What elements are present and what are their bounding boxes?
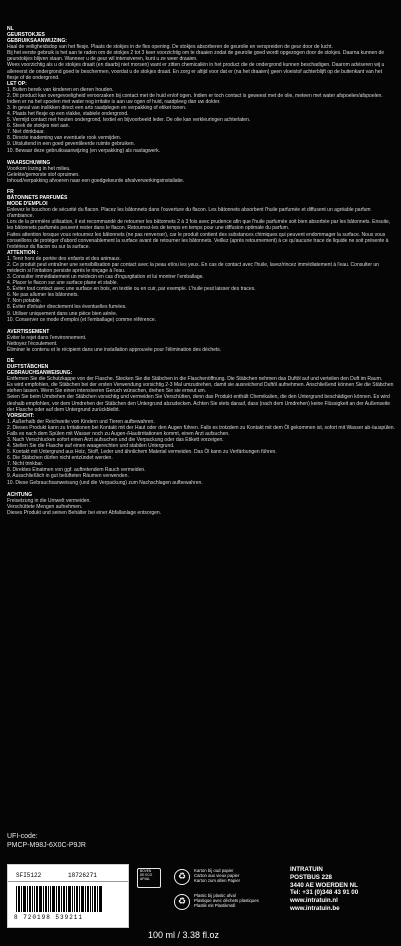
- plastic-recycle-text: [194, 893, 259, 908]
- warning-item: 10. Bewaar deze gebruiksaanwijzing (en verpakking) als naslagwerk.: [7, 147, 160, 154]
- company-name: INTRATUIN: [290, 866, 323, 873]
- warning-item: 4. Plaats het flesje op een vlakke, stabiele ondergrond.: [7, 111, 129, 118]
- recycle-text-line: Karton zum alten Papier: [194, 878, 241, 883]
- warning-item: 8. Éviter d'inhaler directement les éventuelles fumées.: [7, 304, 127, 311]
- warning-item: 3. In geval van inslikken direct een arts raadplegen en verpakking of etiket tonen.: [7, 105, 187, 112]
- paper-recycle-icon: [174, 869, 190, 885]
- paragraph: Enlevez le bouchon de sécurité du flacon. Placez les bâtonnets dans l'ouverture du flacon. Les bâtonnets absorbent l'huile parfumée et diffusent un agréable parfum d'ambiance.: [7, 207, 371, 220]
- section-subtitle-nl: GEBRUIKSAANWIJZING:: [7, 38, 67, 45]
- warning-item: 6. Die Stäbchen dürfen nicht entzündet werden.: [7, 455, 113, 462]
- barcode-right-code: 18726271: [68, 872, 97, 879]
- caution-line: Freisetzung in die Umwelt vermeiden.: [7, 497, 91, 504]
- warning-item: 5. Vermijd contact met houten ondergrond, textiel en bijvoorbeeld leder. De olie kan verkleuringen achterlaten.: [7, 117, 251, 124]
- recycle-text-line: Plastic bij plastic afval: [194, 893, 236, 898]
- recycling-info: [174, 868, 269, 916]
- website-nl: www.intratuin.nl: [290, 897, 338, 905]
- caution-heading-de: ACHTUNG: [7, 491, 33, 498]
- paragraph: Es wird empfohlen, die Stäbchen bei der ersten Verwendung vorsichtig 2-3 Mal umzudrehen, damit sie ausreichend Duftöl aufnehmen. Anschließend können Sie die Stäbchen stehen lassen. Wenn Sie einen intensiveren Geruch wünschen, drehen Sie sie erneut um.: [7, 382, 394, 395]
- recycle-text-line: Karton bij oud papier: [194, 868, 234, 873]
- ufi-label: UFI-code:: [7, 833, 38, 840]
- warning-item: 7. Non potable.: [7, 298, 41, 305]
- barcode-divider: [8, 881, 128, 882]
- warning-item: 10. Diese Gebrauchsanweisung (und die Verpackung) zum Nachschlagen aufbewahren.: [7, 479, 203, 486]
- warning-item: 4. Placer le flacon sur une surface plane et stable.: [7, 280, 118, 287]
- paragraph: Seien Sie beim Umdrehen der Stäbchen vorsichtig und vermeiden Sie Verschütten, denn das Produkt enthält Chemikalien, die den Untergrund beschädigen können. Es wird deshalb empfohlen, vor dem Umdrehen der Stäbchen den Untergrund abzudecken. Achten Sie stets darauf, dass (nach dem Umdrehen) keine Flüssigkeit an der Außenseite der Flasche oder auf dem Untergrund zurückbleibt.: [7, 394, 391, 413]
- warning-heading-nl: LET OP:: [7, 80, 27, 87]
- ufi-value: PMCP-M98J-6X0C-P9JR: [7, 842, 86, 849]
- warning-item: 9. Utiliser uniquement dans une pièce bien aérée.: [7, 310, 118, 317]
- section-title-de: DUFTSTÄBCHEN: [7, 364, 49, 371]
- city-line: 3440 AE WOERDEN NL: [290, 881, 358, 889]
- caution-heading-nl: WAARSCHUWING: [7, 159, 51, 166]
- section-fr: [7, 189, 395, 353]
- instructions-text: [7, 26, 395, 521]
- warning-item: 8. Directe inademing van eventuele rook vermijden.: [7, 135, 122, 142]
- recycle-text-line: Carton aux vieux papier: [194, 873, 240, 878]
- warning-item: 10. Conserver ce mode d'emploi (et l'emballage) comme référence.: [7, 316, 157, 323]
- warning-item: 5. Éviter tout contact avec une surface en bois, en textile ou en cuir, par exemple. L'huile peut laisser des traces.: [7, 286, 256, 293]
- barcode-bars: [16, 886, 120, 912]
- caution-line: Verschüttete Mengen aufnehmen.: [7, 503, 83, 510]
- warning-item: 8. Direktes Einatmen von ggf. auftretendem Rauch vermeiden.: [7, 467, 146, 474]
- language-code-fr: FR: [7, 188, 14, 195]
- caution-line: Éviter le rejet dans l'environnement.: [7, 334, 87, 341]
- warning-item: 7. Niet drinkbaar.: [7, 129, 45, 136]
- phone-line: Tel: +31 (0)348 43 91 00: [290, 889, 359, 897]
- paragraph: Faites attention lorsque vous retournez les bâtonnets (ne pas renverser), car le produit contient des substances chimiques qui peuvent endommager la surface. Nous vous conseillons de protéger d'abord convenablement la surface avant de retourner les bâtonnets. Veillez (après retournement) à ce qu'aucune trace de liquide ne soit présente à l'extérieur du flacon ou sur la surface.: [7, 231, 389, 250]
- warning-item: 7. Nicht trinkbar.: [7, 461, 44, 468]
- paragraph: Haal de veiligheidsdop van het flesje. Plaats de stokjes in de fles opening. De stokjes absorberen de geurolie en verspreiden de geur door de lucht.: [7, 44, 333, 51]
- warning-item: 2. Dit product kan overgevoeligheid veroorzaken bij contact met de huid en/of ogen. Indien er toch contact is geweest met de olie, meteen met water afspoelen/afspoelen. Indien er na het spoelen met water nog irritatie is aan uw ogen of huid, raadpleeg dan uw dokter.: [7, 92, 383, 105]
- warning-item: 1. Außerhalb der Reichweite von Kindern und Tieren aufbewahren.: [7, 418, 155, 425]
- warning-heading-de: VORSICHT:: [7, 412, 35, 419]
- warning-item: 1. Buiten bereik van kinderen en dieren houden.: [7, 86, 114, 93]
- caution-heading-fr: AVERTISSEMENT: [7, 328, 50, 335]
- section-subtitle-fr: MODE D'EMPLOI: [7, 201, 48, 208]
- ean-number: 8 720198 539211: [14, 914, 84, 921]
- warning-item: 9. Ausschließlich in gut belüfteten Räumen verwenden.: [7, 473, 129, 480]
- section-de: [7, 358, 395, 516]
- barcode-left-code: SFI5122: [16, 872, 42, 879]
- warning-item: 3. Consulter immédiatement un médecin en cas d'ingurgitation et lui montrer l'emballage.: [7, 274, 204, 281]
- website-be: www.intratuin.be: [290, 904, 340, 912]
- caution-line: Gelekte/gemorste stof opruimen.: [7, 171, 80, 178]
- barcode-label: [7, 864, 129, 928]
- warning-heading-fr: ATTENTION :: [7, 249, 39, 256]
- caution-line: Inhoud/verpakking afvoeren naar een goedgekeurde afvalverwerkingsinstallatie.: [7, 177, 185, 184]
- warning-item: 6. Ne pas allumer les bâtonnets.: [7, 292, 79, 299]
- caution-line: Éliminer le contenu et le récipient dans une installation approuvée pour l'élimination des déchets.: [7, 346, 222, 353]
- caution-line: Dieses Produkt und seinen Behälter bei einer Abfallanlage entsorgen.: [7, 509, 162, 516]
- section-subtitle-de: GEBRAUCHSANWEISUNG:: [7, 370, 73, 377]
- recycle-badge-line: AFVAL: [140, 876, 150, 881]
- language-code-de: DE: [7, 357, 14, 364]
- recycle-text-line: Plastik mit Plastikmüll: [194, 903, 236, 908]
- section-title-fr: BÂTONNETS PARFUMÉS: [7, 195, 68, 202]
- paragraph: Bij het eerste gebruik is het aan te raden om de stokjes 2 tot 3 keer voorzichtig om te draaien zodat de geurolie goed wordt opgezogen door de stokjes. Daarna kunnen de geurstokjes blijven staan. Wanneer u de geur wil intensiveren, kunt u ze weer draaien.: [7, 50, 385, 63]
- ufi-code: [7, 832, 86, 850]
- caution-line: Voorkom lozing in het milieu.: [7, 165, 71, 172]
- language-code-nl: NL: [7, 26, 14, 32]
- warning-item: 6. Steek de stokjes niet aan.: [7, 123, 70, 130]
- caution-line: Nettoyez l'écoulement.: [7, 340, 58, 347]
- company-address: [290, 866, 400, 913]
- warning-item: 5. Kontakt mit Untergrund aus Holz, Stoff, Leder und ähnlichem Material vermeiden. Das Öl kann zu Verfärbungen führen.: [7, 449, 277, 456]
- plastic-recycle-icon: [174, 894, 190, 910]
- paragraph: Wees voorzichtig als u de stokjes draait (en daarbij niet morsen) want er zitten chemicaliën in het product die de ondergrond kunnen beschadigen. Daarom adviseren wij u allereerst de ondergrond goed te beschermen, voordat u de stokjes draait. En zorg er altijd voor dat er (na het draaien) geen vloeistof achterblijft op de buitenkant van het flesje of de ondergrond.: [7, 62, 385, 81]
- warning-item: 4. Stellen Sie die Flasche auf einen waagerechten und stabilen Untergrund.: [7, 443, 175, 450]
- recycle-badge-text: [140, 870, 152, 881]
- paragraph: Lors de la première utilisation, il est recommandé de retourner les bâtonnets 2 à 3 fois avec prudence afin que l'huile parfumée soit bien absorbée par les bâtonnets. Ensuite, les bâtonnets parfumés peuvent rester dans le flacon. Retournez-les de temps en temps pour une diffusion optimale du parfum.: [7, 219, 391, 232]
- po-box: POSTBUS 228: [290, 873, 332, 881]
- warning-item: 2. Dieses Produkt kann zu Irritationen bei Kontakt mit der Haut oder den Augen führen. Falls es trotzdem zu Kontakt mit dem Öl gekommen ist, sofort mit Wasser ab-/auspülen. Falls es nach dem Spülen mit Wasser noch zu Augen-/Hautirritationen kommt, einen Arzt aufsuchen.: [7, 424, 395, 437]
- recycle-text-line: Plastique avec déchets plastiques: [194, 898, 259, 903]
- warning-item: 3. Nach Verschlucken sofort einen Arzt aufsuchen und die Verpackung oder das Etikett vorzeigen.: [7, 437, 224, 443]
- paragraph: Entfernen Sie die Schutzkappe von der Flasche. Stecken Sie die Stäbchen in die Flaschenöffnung. Die Stäbchen nehmen das Duftöl auf und verteilen den Duft im Raum.: [7, 376, 383, 383]
- volume-label: 100 ml / 3.38 fl.oz: [148, 930, 220, 940]
- recycle-badge-line: BOVEN: [140, 869, 152, 873]
- recycle-badge-line: DE ECO: [140, 872, 153, 877]
- warning-item: 9. Uitsluitend in een goed geventileerde ruimte gebruiken.: [7, 141, 135, 148]
- section-nl: [7, 26, 395, 184]
- paper-recycle-text: [194, 868, 240, 883]
- warning-item: 2. Ce produit peut entraîner une sensibilisation par contact avec la peau et/ou les yeux. En cas de contact avec l'huile, lavez/rincez immédiatement à l'eau. Consulter un médecin si l'irritation persiste après le rinçage à l'eau.: [7, 261, 379, 274]
- warning-item: 1. Tenir hors de portée des enfants et des animaux.: [7, 255, 121, 262]
- section-title-nl: GEURSTOKJES: [7, 32, 45, 39]
